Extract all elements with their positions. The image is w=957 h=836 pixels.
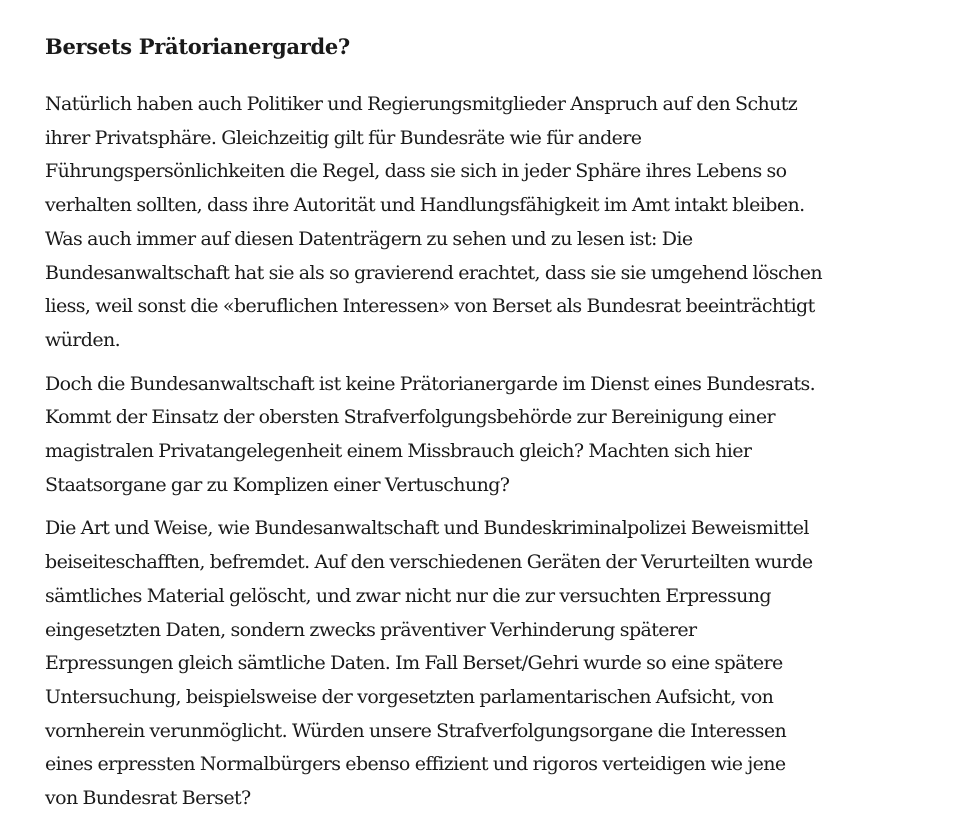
paragraph-line: Bundesanwaltschaft hat sie als so gravierend erachtet, dass sie sie umgehend löschen (45, 261, 822, 284)
paragraph-line: vornherein verunmöglicht. Würden unsere Strafverfolgungsorgane die Interessen (45, 719, 787, 742)
article-heading: Bersets Prätorianergarde? (45, 34, 350, 59)
paragraph-line: Führungspersönlichkeiten die Regel, dass sie sich in jeder Sphäre ihres Lebens so (45, 160, 787, 183)
paragraph-line: Doch die Bundesanwaltschaft ist keine Prätorianergarde im Dienst eines Bundesrats. (45, 372, 816, 395)
article-paragraph-2 (45, 368, 945, 503)
paragraph-line: Was auch immer auf diesen Datenträgern zu sehen und zu lesen ist: Die (45, 227, 693, 250)
paragraph-line: Untersuchung, beispielsweise der vorgesetzten parlamentarischen Aufsicht, von (45, 685, 774, 708)
paragraph-line: magistralen Privatangelegenheit einem Missbrauch gleich? Machten sich hier (45, 440, 752, 463)
paragraph-line: verhalten sollten, dass ihre Autorität und Handlungsfähigkeit im Amt intakt bleiben. (45, 194, 805, 217)
article (45, 30, 945, 826)
article-paragraph-1 (45, 88, 945, 358)
paragraph-line: eingesetzten Daten, sondern zwecks präventiver Verhinderung späterer (45, 618, 697, 641)
paragraph-line: ihrer Privatsphäre. Gleichzeitig gilt für Bundesräte wie für andere (45, 126, 642, 149)
paragraph-line: Kommt der Einsatz der obersten Strafverfolgungsbehörde zur Bereinigung einer (45, 406, 775, 429)
article-paragraph-3 (45, 512, 945, 815)
paragraph-line: beiseiteschafften, befremdet. Auf den verschiedenen Geräten der Verurteilten wurde (45, 551, 813, 574)
paragraph-line: Die Art und Weise, wie Bundesanwaltschaft und Bundeskriminalpolizei Beweismittel (45, 517, 809, 540)
paragraph-line: Erpressungen gleich sämtliche Daten. Im Fall Berset/Gehri wurde so eine spätere (45, 652, 783, 675)
paragraph-line: von Bundesrat Berset? (45, 787, 251, 810)
paragraph-line: würden. (45, 328, 121, 351)
paragraph-line: sämtliches Material gelöscht, und zwar nicht nur die zur versuchten Erpressung (45, 584, 771, 607)
paragraph-line: eines erpressten Normalbürgers ebenso effizient und rigoros verteidigen wie jene (45, 753, 786, 776)
paragraph-line: liess, weil sonst die «beruflichen Interessen» von Berset als Bundesrat beeinträchtigt (45, 295, 815, 318)
paragraph-line: Staatsorgane gar zu Komplizen einer Vertuschung? (45, 473, 510, 496)
paragraph-line: Natürlich haben auch Politiker und Regierungsmitglieder Anspruch auf den Schutz (45, 93, 798, 115)
